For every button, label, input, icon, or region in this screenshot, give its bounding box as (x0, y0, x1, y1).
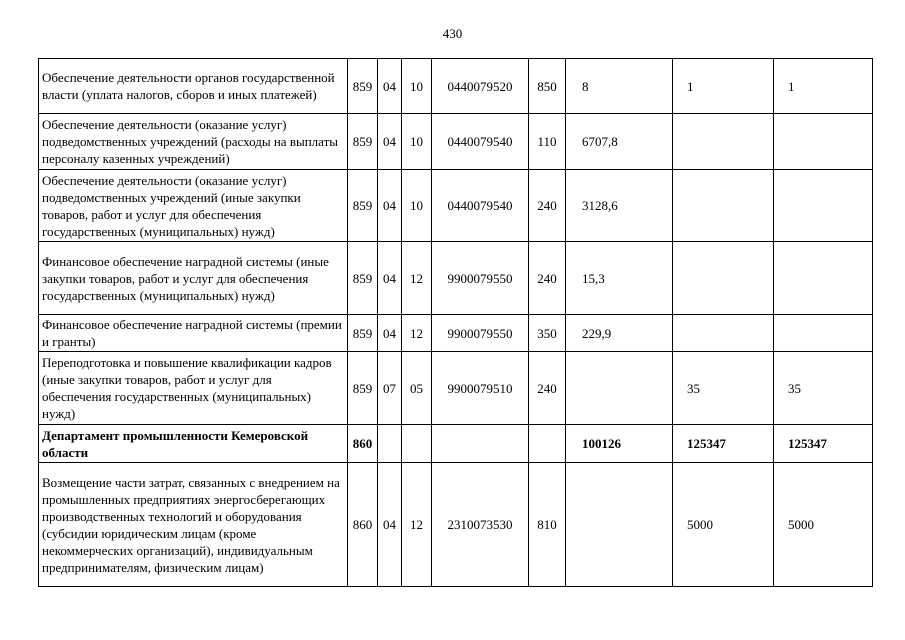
row-target-code: 0440079520 (432, 59, 529, 114)
row-target-code: 9900079550 (432, 315, 529, 352)
row-name: Финансовое обеспечение наградной системы (иные закупки товаров, работ и услуг для обеспечения государственных (муниципальных) нужд) (39, 242, 348, 315)
row-target-code: 2310073530 (432, 463, 529, 587)
row-expense-type-code: 850 (529, 59, 566, 114)
row-amount-year3: 5000 (774, 463, 873, 587)
row-section-code (378, 425, 402, 463)
row-section-code: 04 (378, 114, 402, 170)
row-section-code: 04 (378, 170, 402, 242)
row-target-code (432, 425, 529, 463)
row-name: Обеспечение деятельности (оказание услуг) подведомственных учреждений (расходы на выплаты персоналу казенных учреждений) (39, 114, 348, 170)
row-expense-type-code: 240 (529, 352, 566, 425)
row-amount-year3: 1 (774, 59, 873, 114)
row-ved-code: 859 (348, 242, 378, 315)
row-amount-year1: 229,9 (566, 315, 673, 352)
table-row (39, 242, 873, 315)
row-amount-year1: 15,3 (566, 242, 673, 315)
row-expense-type-code: 110 (529, 114, 566, 170)
row-amount-year3 (774, 170, 873, 242)
row-target-code: 0440079540 (432, 114, 529, 170)
row-amount-year3: 125347 (774, 425, 873, 463)
row-subsection-code: 12 (402, 242, 432, 315)
row-section-code: 04 (378, 463, 402, 587)
row-amount-year1 (566, 352, 673, 425)
row-amount-year2: 125347 (673, 425, 774, 463)
row-name: Переподготовка и повышение квалификации кадров (иные закупки товаров, работ и услуг для обеспечения государственных (муниципальных) нужд) (39, 352, 348, 425)
table-row-department (39, 425, 873, 463)
row-expense-type-code: 240 (529, 170, 566, 242)
row-name: Обеспечение деятельности органов государственной власти (уплата налогов, сборов и иных платежей) (39, 59, 348, 114)
table-row (39, 315, 873, 352)
table-row (39, 352, 873, 425)
row-expense-type-code: 240 (529, 242, 566, 315)
row-amount-year3: 35 (774, 352, 873, 425)
row-subsection-code (402, 425, 432, 463)
row-subsection-code: 10 (402, 59, 432, 114)
row-ved-code: 859 (348, 352, 378, 425)
row-section-code: 04 (378, 59, 402, 114)
row-amount-year1: 3128,6 (566, 170, 673, 242)
row-expense-type-code: 810 (529, 463, 566, 587)
row-amount-year3 (774, 242, 873, 315)
row-section-code: 04 (378, 242, 402, 315)
row-amount-year2: 1 (673, 59, 774, 114)
table-row (39, 463, 873, 587)
row-section-code: 07 (378, 352, 402, 425)
row-ved-code: 859 (348, 170, 378, 242)
row-amount-year2 (673, 170, 774, 242)
row-subsection-code: 12 (402, 315, 432, 352)
row-name: Обеспечение деятельности (оказание услуг) подведомственных учреждений (иные закупки товаров, работ и услуг для обеспечения государственных (муниципальных) нужд) (39, 170, 348, 242)
row-ved-code: 860 (348, 425, 378, 463)
row-amount-year2 (673, 315, 774, 352)
row-subsection-code: 10 (402, 114, 432, 170)
row-ved-code: 859 (348, 315, 378, 352)
row-amount-year3 (774, 315, 873, 352)
row-name: Департамент промышленности Кемеровской области (39, 425, 348, 463)
table-row (39, 170, 873, 242)
row-amount-year2: 5000 (673, 463, 774, 587)
row-subsection-code: 12 (402, 463, 432, 587)
table-row (39, 114, 873, 170)
row-amount-year1: 8 (566, 59, 673, 114)
row-section-code: 04 (378, 315, 402, 352)
row-amount-year1 (566, 463, 673, 587)
row-amount-year1: 100126 (566, 425, 673, 463)
row-name: Финансовое обеспечение наградной системы (премии и гранты) (39, 315, 348, 352)
row-name: Возмещение части затрат, связанных с внедрением на промышленных предприятиях энергосберегающих производственных технологий и оборудования (субсидии юридическим лицам (кроме некоммерческих организаций), индивидуальным предпринимателям, физическим лицам) (39, 463, 348, 587)
row-target-code: 0440079540 (432, 170, 529, 242)
page-number: 430 (442, 26, 463, 41)
row-amount-year2 (673, 114, 774, 170)
table-row (39, 59, 873, 114)
budget-table (38, 58, 873, 587)
row-ved-code: 860 (348, 463, 378, 587)
row-amount-year2 (673, 242, 774, 315)
row-target-code: 9900079550 (432, 242, 529, 315)
row-expense-type-code: 350 (529, 315, 566, 352)
row-subsection-code: 10 (402, 170, 432, 242)
row-subsection-code: 05 (402, 352, 432, 425)
row-ved-code: 859 (348, 59, 378, 114)
row-target-code: 9900079510 (432, 352, 529, 425)
row-amount-year1: 6707,8 (566, 114, 673, 170)
row-amount-year3 (774, 114, 873, 170)
row-ved-code: 859 (348, 114, 378, 170)
row-expense-type-code (529, 425, 566, 463)
row-amount-year2: 35 (673, 352, 774, 425)
